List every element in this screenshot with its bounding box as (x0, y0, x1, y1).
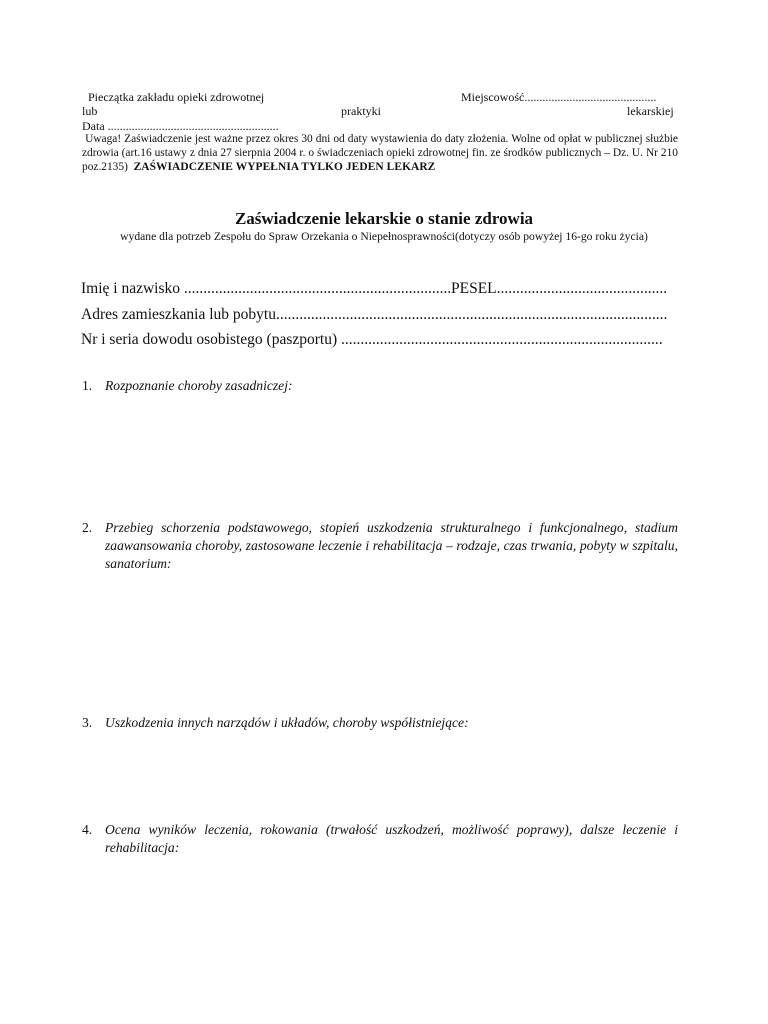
section-1-text: Rozpoznanie choroby zasadniczej: (105, 378, 293, 393)
section-4-text: Ocena wyników leczenia, rokowania (trwałość uszkodzeń, możliwość poprawy), dalsze leczenie i rehabilitacja: (105, 822, 678, 855)
date-label: Data ......................................................... (82, 119, 279, 133)
pesel-field-label: PESEL............................................ (451, 280, 668, 297)
address-field-label: Adres zamieszkania lub pobytu..................................................................................................... (81, 306, 668, 323)
practice-word-praktyki: praktyki (341, 104, 381, 118)
page-subtitle: wydane dla potrzeb Zespołu do Spraw Orzekania o Niepełnosprawności(dotyczy osób powyżej 16-go roku życia) (120, 230, 648, 243)
stamp-label: Pieczątka zakładu opieki zdrowotnej (88, 90, 265, 104)
section-4-number: 4. (82, 822, 93, 837)
practice-word-lekarskiej: lekarskiej (627, 104, 674, 118)
notice-emphasis: ZAŚWIADCZENIE WYPEŁNIA TYLKO JEDEN LEKARZ (133, 161, 436, 173)
section-1 (82, 377, 678, 395)
place-label: Miejscowość............................................ (461, 90, 657, 104)
validity-notice (82, 132, 678, 174)
section-2-number: 2. (82, 520, 93, 535)
section-2-text: Przebieg schorzenia podstawowego, stopień uszkodzenia strukturalnego i funkcjonalnego, stadium zaawansowania choroby, zastosowane leczenie i rehabilitacja – rodzaje, czas trwania, pobyty w szpitalu, sanatorium: (105, 520, 678, 571)
page-title: Zaświadczenie lekarskie o stanie zdrowia (234, 209, 534, 228)
name-field-label: Imię i nazwisko ..................................................................... (81, 280, 452, 297)
notice-text: Uwaga! Zaświadczenie jest ważne przez okres 30 dni od daty wystawienia do daty złożenia. Wolne od opłat w publicznej służbie zdrowia (art.16 ustawy z dnia 27 sierpnia 2004 r. o świadczeniach opieki zdrowotnej fin. ze środków publicznych – Dz. U. Nr 210 poz.2135) (82, 133, 678, 173)
practice-word-lub: lub (82, 104, 98, 118)
section-3-text: Uszkodzenia innych narządów i układów, choroby współistniejące: (105, 715, 469, 730)
section-3 (82, 714, 678, 732)
section-2 (82, 519, 678, 573)
section-4 (82, 821, 678, 857)
section-3-number: 3. (82, 715, 93, 730)
section-1-number: 1. (82, 378, 93, 393)
id-document-field-label: Nr i seria dowodu osobistego (paszportu) ................................................................................... (81, 331, 663, 348)
